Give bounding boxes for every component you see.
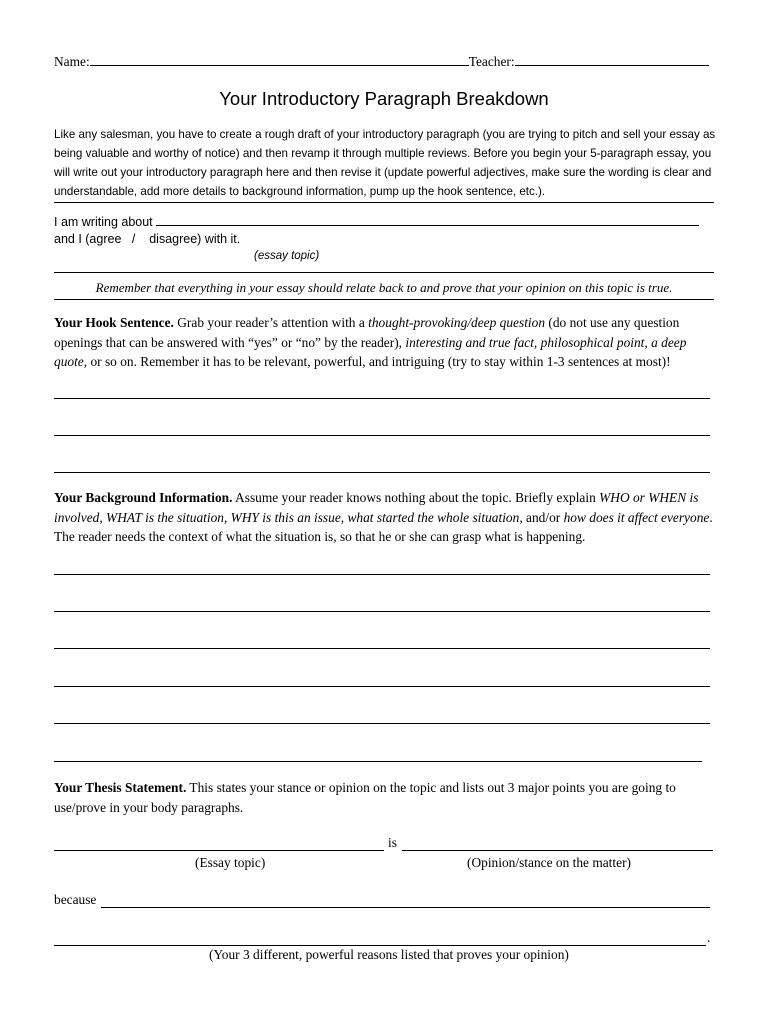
thesis-opinion-field[interactable]	[402, 850, 713, 851]
background-text-1: Assume your reader knows nothing about the topic. Briefly explain	[232, 490, 600, 505]
writing-about-row	[54, 215, 714, 229]
name-field[interactable]	[90, 64, 469, 66]
writing-about-label: I am writing about	[54, 215, 153, 229]
because-field[interactable]	[101, 907, 710, 908]
disagree-option[interactable]: disagree) with it.	[149, 232, 241, 246]
thesis-instructions	[54, 778, 714, 817]
teacher-field[interactable]	[515, 64, 709, 66]
hook-instructions	[54, 313, 714, 372]
background-italic-2: how does it affect everyone	[563, 509, 710, 525]
name-label: Name:	[54, 54, 90, 69]
hook-heading: Your Hook Sentence.	[54, 315, 174, 330]
divider-1	[54, 202, 714, 203]
slash-separator: /	[131, 232, 136, 246]
essay-topic-caption: (essay topic)	[254, 250, 320, 262]
hook-answer-line-2[interactable]	[54, 435, 710, 436]
because-label: because	[54, 892, 97, 907]
background-text-2: and/or	[522, 509, 564, 525]
reasons-caption: (Your 3 different, powerful reasons listed that proves your opinion)	[209, 947, 569, 962]
agree-option[interactable]: and I (agree	[54, 232, 122, 246]
thesis-text: This states your stance or opinion on the topic and lists out 3 major points you are going to use/prove in your body paragraphs.	[54, 780, 676, 815]
thesis-heading: Your Thesis Statement.	[54, 780, 187, 795]
divider-3	[54, 299, 714, 300]
hook-italic-1: thought-provoking/deep question	[368, 315, 546, 330]
essay-topic-field[interactable]	[156, 224, 699, 226]
hook-answer-line-3[interactable]	[54, 472, 710, 473]
divider-2	[54, 272, 714, 273]
name-teacher-row	[54, 54, 714, 70]
teacher-label: Teacher:	[468, 54, 515, 69]
hook-text-2: (do not use any question openings that can be answered with “yes” or “no” by the reader),	[54, 315, 680, 350]
background-answer-line-2[interactable]	[54, 611, 710, 612]
period-mark: .	[707, 930, 711, 945]
background-instructions	[54, 488, 714, 547]
background-heading: Your Background Information.	[54, 490, 233, 505]
background-answer-line-3[interactable]	[54, 648, 710, 649]
agree-disagree-row	[54, 232, 240, 246]
reminder-text: Remember that everything in your essay should relate back to and prove that your opinion on this topic is true.	[95, 280, 673, 295]
reasons-field[interactable]	[54, 945, 706, 946]
page-title: Your Introductory Paragraph Breakdown	[219, 88, 549, 109]
background-answer-line-4[interactable]	[54, 686, 710, 687]
thesis-topic-field[interactable]	[54, 850, 384, 851]
essay-topic-label: (Essay topic)	[195, 855, 266, 870]
hook-italic-2: interesting and true fact, philosophical point, a deep quote,	[54, 334, 687, 369]
hook-text-3: or so on. Remember it has to be relevant, powerful, and intriguing (try to stay within 1-3 sentences at most)!	[87, 354, 671, 369]
background-answer-line-1[interactable]	[54, 574, 710, 575]
background-answer-line-5[interactable]	[54, 723, 710, 724]
intro-paragraph: Like any salesman, you have to create a rough draft of your introductory paragraph (you are trying to pitch and sell your essay as being valuable and worthy of notice) and then revamp it through multiple reviews. Before you begin your 5-paragraph essay, you will write out your introductory paragraph here and then revise it (update powerful adjectives, make sure the wording is clear and understandable, add more details to background information, pump up the hook sentence, etc.).	[54, 128, 716, 198]
background-italic-1: WHO or WHEN is involved, WHAT is the situation, WHY is this an issue, what started the whole situation,	[54, 490, 699, 525]
opinion-label: (Opinion/stance on the matter)	[467, 855, 631, 870]
is-word: is	[388, 835, 397, 850]
hook-answer-line-1[interactable]	[54, 398, 710, 399]
background-text-3: . The reader needs the context of what the situation is, so that he or she can grasp what is happening.	[54, 509, 713, 544]
hook-text-1: Grab your reader’s attention with a	[173, 315, 369, 330]
background-answer-line-6[interactable]	[54, 761, 702, 762]
